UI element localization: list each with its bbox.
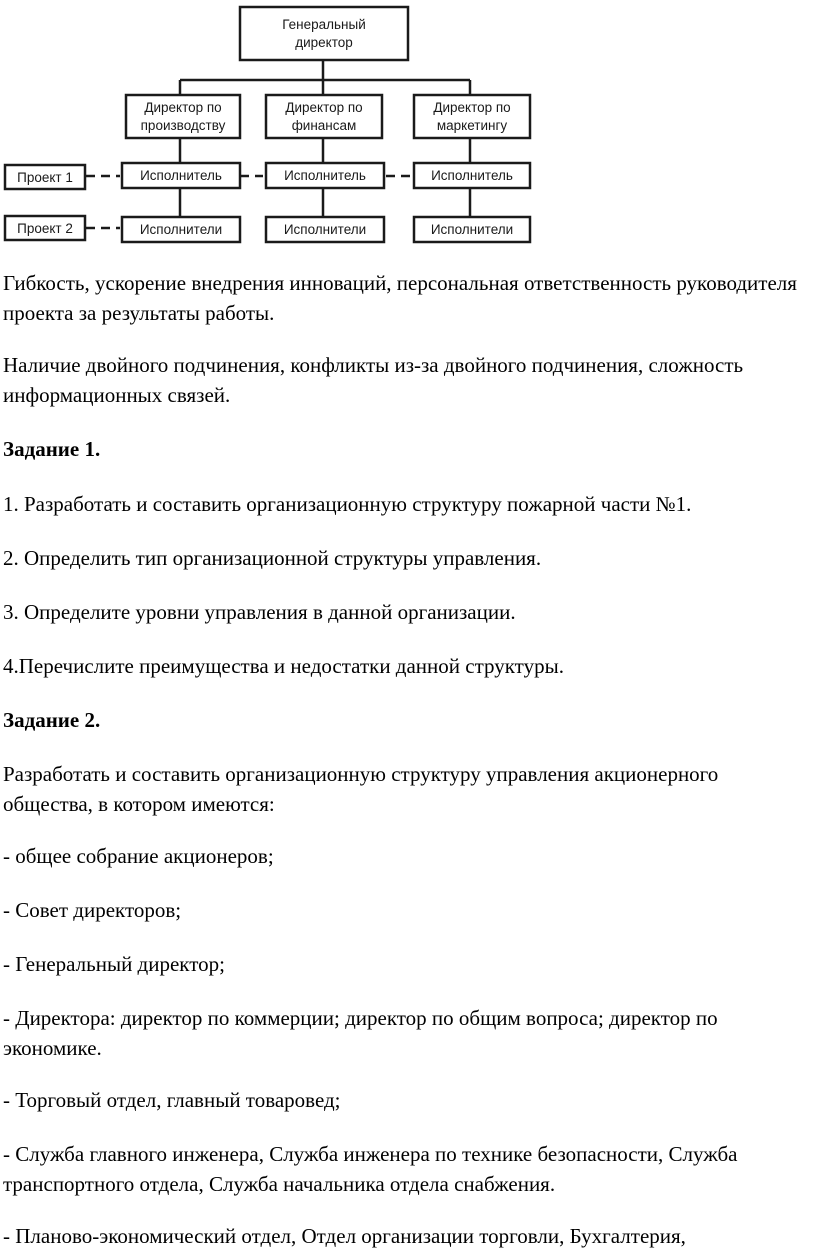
director-marketing-line1: Директор по	[433, 100, 511, 115]
org-chart-diagram	[0, 0, 816, 250]
project-1-label: Проект 1	[17, 170, 73, 185]
executors-label-3: Исполнители	[430, 222, 514, 237]
executors-label-2: Исполнители	[283, 222, 367, 237]
task2-item-3: - Генеральный директор;	[3, 952, 225, 976]
executor-label-2: Исполнитель	[284, 168, 366, 183]
task2-intro: Разработать и составить организационную структуру управления акционерного общества, в котором имеются:	[3, 762, 719, 816]
executors-label-1: Исполнители	[139, 222, 223, 237]
director-marketing-line2: маркетингу	[436, 118, 508, 133]
task2-item-7: - Планово-экономический отдел, Отдел организации торговли, Бухгалтерия,	[3, 1224, 686, 1248]
advantages-paragraph: Гибкость, ускорение внедрения инноваций, персональная ответственность руководителя проекта за результаты работы.	[3, 271, 797, 325]
executor-label-1: Исполнитель	[140, 168, 222, 183]
ceo-label-line2: директор	[295, 35, 353, 50]
director-finance-line2: финансам	[291, 118, 357, 133]
task2-item-5: - Торговый отдел, главный товаровед;	[3, 1088, 341, 1112]
task2-item-2: - Совет директоров;	[3, 898, 182, 922]
org-chart-svg	[0, 0, 816, 250]
task1-item-1: 1. Разработать и составить организационную структуру пожарной части №1.	[3, 492, 692, 516]
director-production-line2: производству	[140, 118, 226, 133]
disadvantages-paragraph: Наличие двойного подчинения, конфликты из-за двойного подчинения, сложность информационных связей.	[3, 353, 744, 407]
project-2-label: Проект 2	[17, 221, 73, 236]
task1-item-3: 3. Определите уровни управления в данной организации.	[3, 600, 516, 624]
task2-item-6: - Служба главного инженера, Служба инженера по технике безопасности, Служба транспортного отдела, Служба начальника отдела снабжения.	[3, 1142, 738, 1196]
ceo-label-line1: Генеральный	[282, 17, 366, 32]
task2-item-4: - Директора: директор по коммерции; директор по общим вопроса; директор по экономике.	[3, 1006, 718, 1060]
task2-title: Задание 2.	[3, 708, 101, 732]
executor-label-3: Исполнитель	[431, 168, 513, 183]
ceo-box	[240, 7, 408, 60]
document-body	[3, 268, 813, 1251]
director-finance-line1: Директор по	[285, 100, 363, 115]
director-production-line1: Директор по	[144, 100, 222, 115]
task1-title: Задание 1.	[3, 437, 101, 461]
task1-item-4: 4.Перечислите преимущества и недостатки данной структуры.	[3, 654, 564, 678]
task1-item-2: 2. Определить тип организационной структуры управления.	[3, 546, 542, 570]
task2-item-1: - общее собрание акционеров;	[3, 844, 274, 868]
